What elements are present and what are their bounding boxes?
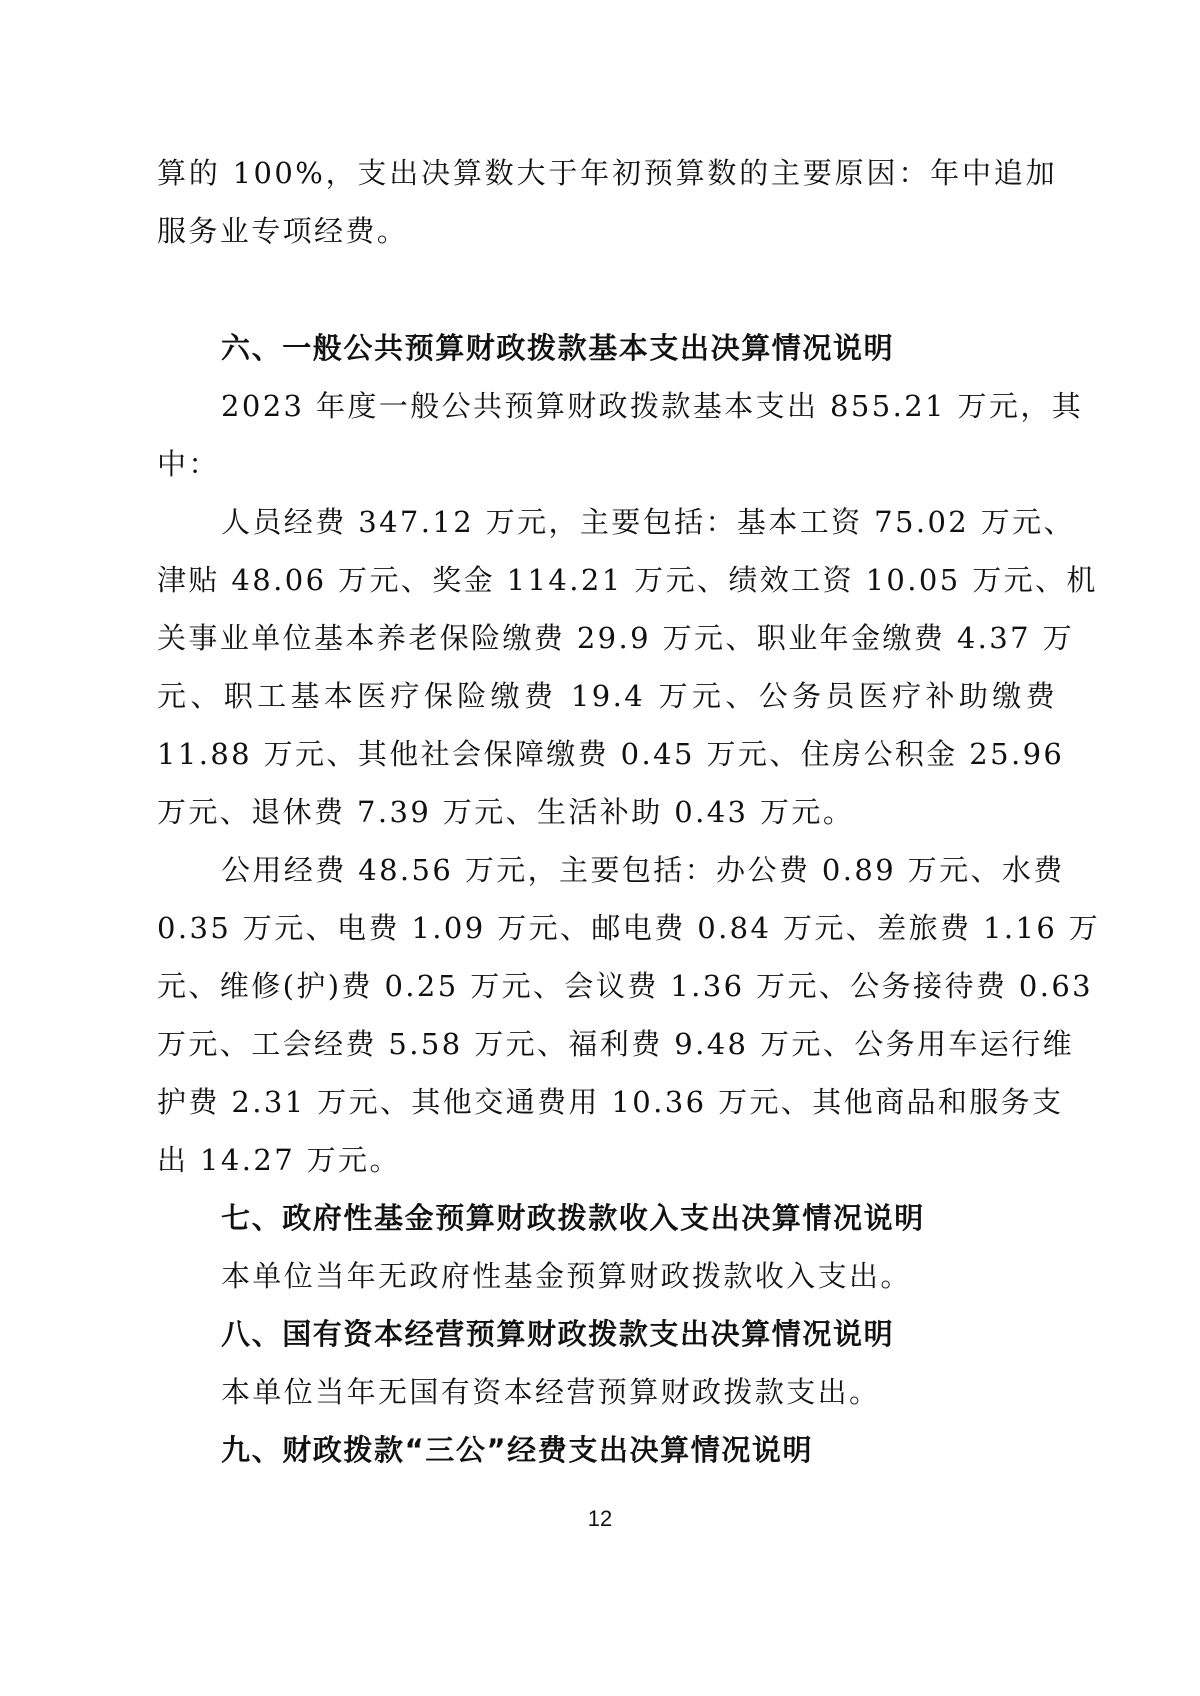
body-text-line: 津贴 48.06 万元、奖金 114.21 万元、绩效工资 10.05 万元、机 xyxy=(157,563,1098,597)
body-text-line: 关事业单位基本养老保险缴费 29.9 万元、职业年金缴费 4.37 万 xyxy=(157,621,1075,655)
body-text-line: 算的 100%，支出决算数大于年初预算数的主要原因：年中追加 xyxy=(157,156,1057,190)
body-text-line: 万元、工会经费 5.58 万元、福利费 9.48 万元、公务用车运行维 xyxy=(157,1027,1075,1061)
body-text-line: 本单位当年无政府性基金预算财政拨款收入支出。 xyxy=(221,1259,912,1293)
body-text-line: 服务业专项经费。 xyxy=(157,214,409,248)
body-text-line: 0.35 万元、电费 1.09 万元、邮电费 0.84 万元、差旅费 1.16 万 xyxy=(157,911,1101,945)
body-text-line: 元、职工基本医疗保险缴费 19.4 万元、公务员医疗补助缴费 xyxy=(157,679,1057,713)
body-text-line: 人员经费 347.12 万元，主要包括：基本工资 75.02 万元、 xyxy=(221,505,1075,539)
body-text-line: 11.88 万元、其他社会保障缴费 0.45 万元、住房公积金 25.96 xyxy=(157,737,1065,771)
body-text-line: 元、维修(护)费 0.25 万元、会议费 1.36 万元、公务接待费 0.63 xyxy=(157,969,1094,1003)
page-number: 12 xyxy=(587,1506,613,1531)
body-text-line: 出 14.27 万元。 xyxy=(157,1143,401,1177)
body-text-line: 2023 年度一般公共预算财政拨款基本支出 855.21 万元，其 xyxy=(221,389,1084,423)
section-heading-8: 八、国有资本经营预算财政拨款支出决算情况说明 xyxy=(221,1317,895,1351)
body-text-line: 护费 2.31 万元、其他交通费用 10.36 万元、其他商品和服务支 xyxy=(157,1085,1064,1119)
section-heading-9: 九、财政拨款“三公”经费支出决算情况说明 xyxy=(221,1433,814,1467)
section-heading-7: 七、政府性基金预算财政拨款收入支出决算情况说明 xyxy=(221,1201,925,1235)
body-text-line: 本单位当年无国有资本经营预算财政拨款支出。 xyxy=(221,1375,881,1409)
body-text-line: 公用经费 48.56 万元，主要包括：办公费 0.89 万元、水费 xyxy=(221,853,1065,887)
body-text-line: 中： xyxy=(157,447,220,481)
section-heading-6: 六、一般公共预算财政拨款基本支出决算情况说明 xyxy=(221,331,895,365)
body-text-line: 万元、退休费 7.39 万元、生活补助 0.43 万元。 xyxy=(157,795,855,829)
